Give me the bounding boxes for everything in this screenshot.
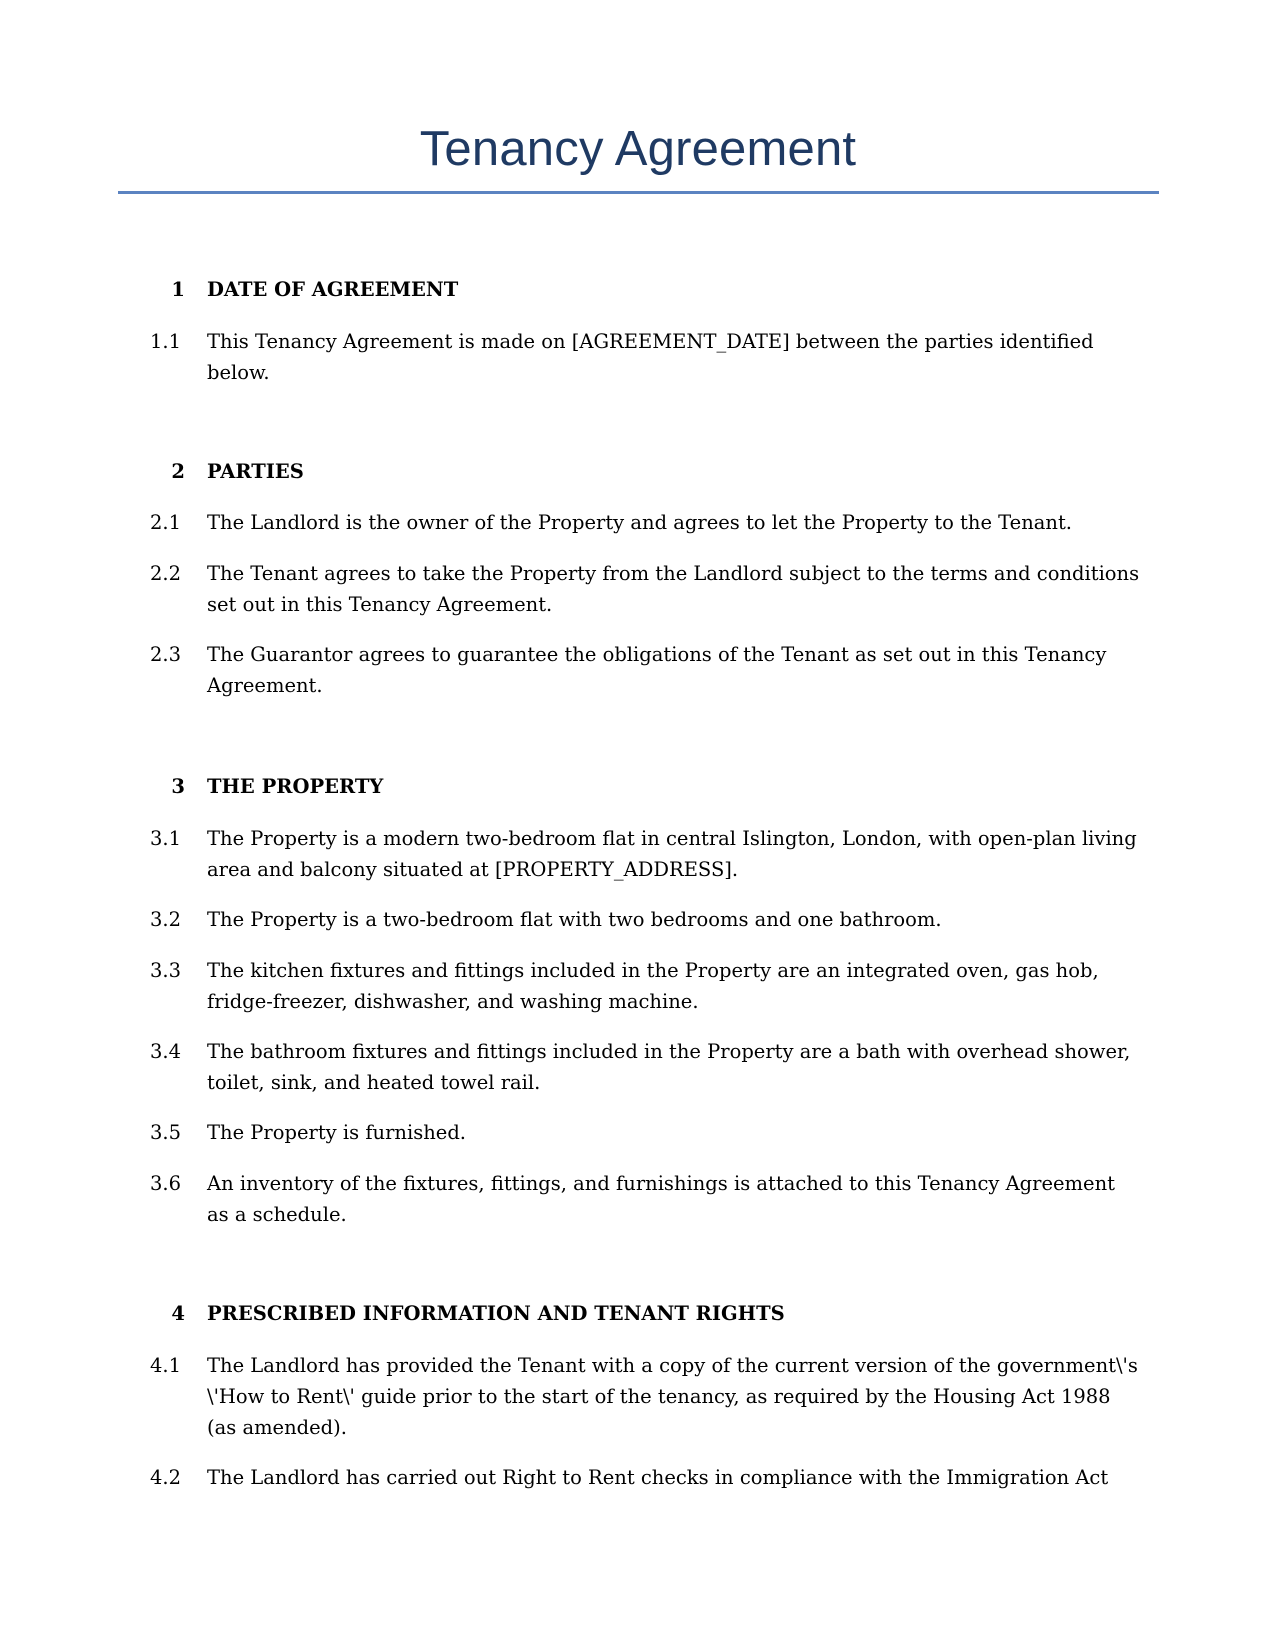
clause-text: The kitchen fixtures and fittings included in the Property are an integrated oven, gas hob, fridge-freezer, dishwasher, and washing machine. — [207, 959, 1099, 1013]
clause-text: The Landlord has carried out Right to Rent checks in compliance with the Immigration Act — [207, 1466, 1109, 1489]
clause-number: 2.1 — [150, 511, 182, 534]
section-heading-4 — [0, 1298, 1275, 1330]
section-title: THE PROPERTY — [207, 775, 384, 798]
section-title: PARTIES — [207, 460, 304, 483]
section-number: 1 — [171, 278, 185, 301]
title-underline — [118, 191, 1159, 194]
clause-text: This Tenancy Agreement is made on [AGREEMENT_DATE] between the parties identified below. — [207, 330, 1094, 384]
clause-number: 4.2 — [150, 1466, 182, 1489]
clause-number: 2.2 — [150, 562, 182, 585]
clause-text: The Guarantor agrees to guarantee the obligations of the Tenant as set out in this Tenancy Agreement. — [207, 643, 1107, 697]
section-number: 4 — [171, 1302, 185, 1325]
clause-number: 2.3 — [150, 643, 182, 666]
clause-text: The Tenant agrees to take the Property from the Landlord subject to the terms and conditions set out in this Tenancy Agreement. — [207, 562, 1140, 616]
section-number: 3 — [171, 775, 185, 798]
document-title: Tenancy Agreement — [419, 122, 857, 176]
section-heading-3 — [0, 771, 1275, 803]
clause-text: The Property is furnished. — [207, 1121, 467, 1144]
clause-number: 3.2 — [150, 908, 182, 931]
section-number: 2 — [171, 460, 185, 483]
section-heading-1 — [0, 274, 1275, 306]
clause-number: 3.1 — [150, 827, 182, 850]
clause-number: 3.4 — [150, 1040, 182, 1063]
clause-number: 3.3 — [150, 959, 182, 982]
clause-text: An inventory of the fixtures, fittings, and furnishings is attached to this Tenancy Agreement as a schedule. — [207, 1172, 1115, 1226]
clause-text: The bathroom fixtures and fittings included in the Property are a bath with overhead shower, toilet, sink, and heated towel rail. — [207, 1040, 1131, 1094]
section-heading-2 — [0, 456, 1275, 488]
clause-text: The Landlord is the owner of the Property and agrees to let the Property to the Tenant. — [207, 511, 1072, 534]
clause-number: 4.1 — [150, 1354, 182, 1377]
clause-number: 1.1 — [150, 330, 182, 353]
clause-text: The Landlord has provided the Tenant with a copy of the current version of the government\'s \'How to Rent\' guide prior to the start of the tenancy, as required by the Housing Act 1988 (as amended). — [207, 1354, 1138, 1439]
clause-text: The Property is a two-bedroom flat with two bedrooms and one bathroom. — [207, 908, 942, 931]
clause-text: The Property is a modern two-bedroom flat in central Islington, London, with open-plan living area and balcony situated at [PROPERTY_ADDRESS]. — [207, 827, 1137, 881]
clause-number: 3.6 — [150, 1172, 182, 1195]
clause-number: 3.5 — [150, 1121, 182, 1144]
section-title: DATE OF AGREEMENT — [207, 278, 459, 301]
section-title: PRESCRIBED INFORMATION AND TENANT RIGHTS — [207, 1302, 785, 1325]
